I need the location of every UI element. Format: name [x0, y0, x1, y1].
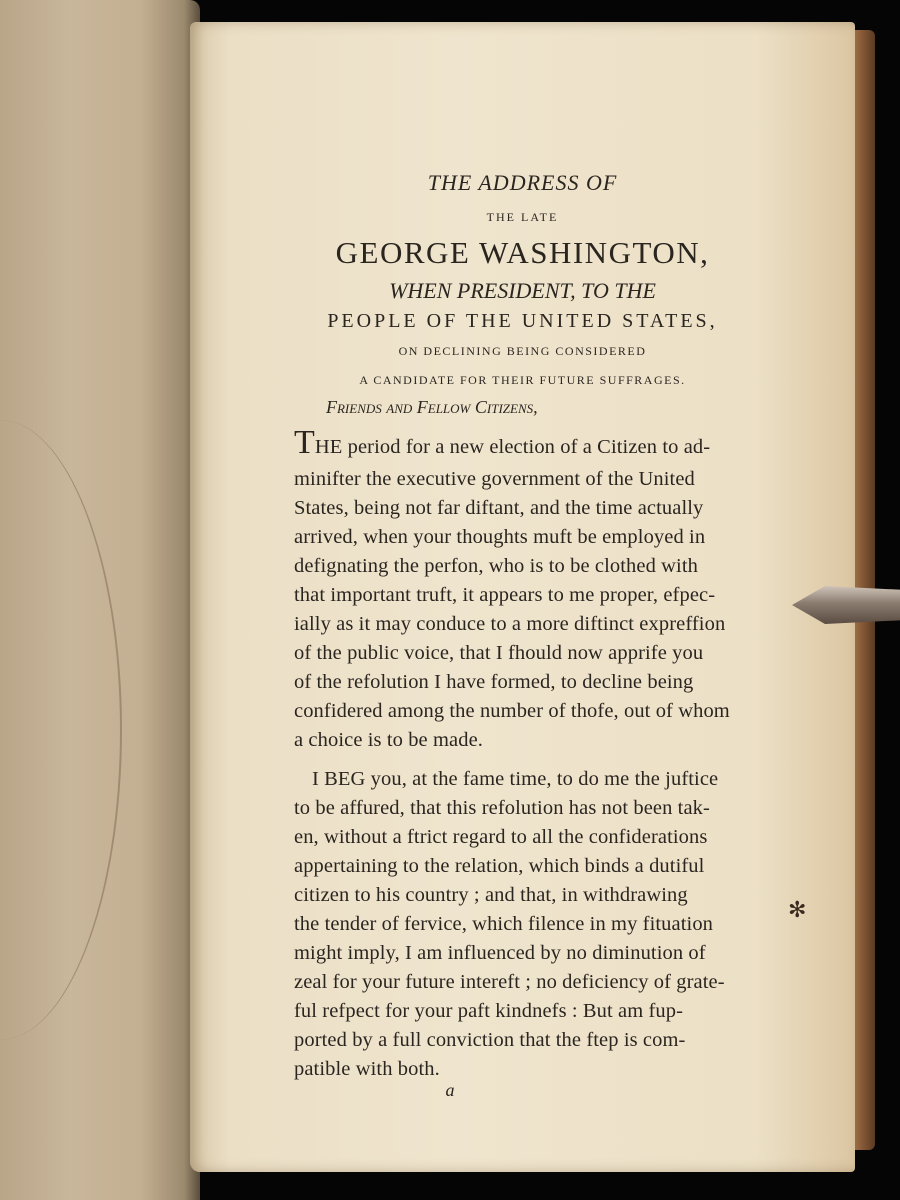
paragraph-1-line: defignating the perfon, who is to be clothed with	[294, 555, 698, 577]
heading-line-5: PEOPLE OF THE UNITED STATES,	[327, 310, 718, 332]
paragraph-1-line: arrived, when your thoughts muft be employed in	[294, 526, 706, 548]
paragraph-1-line: confidered among the number of thofe, out of whom	[294, 700, 730, 722]
paragraph-2-line: en, without a ftrict regard to all the confiderations	[294, 826, 708, 848]
paragraph-1-line: States, being not far diftant, and the time actually	[294, 497, 704, 519]
paragraph-1-line-text: HE period for a new election of a Citizen to ad-	[314, 436, 711, 458]
paragraph-1-line	[294, 426, 710, 460]
paragraph-1-line: of the public voice, that I fhould now apprife you	[294, 642, 704, 664]
book-page	[190, 22, 855, 1172]
paragraph-2-line: the tender of fervice, which filence in my fituation	[294, 913, 714, 935]
paragraph-2-line: I BEG you, at the fame time, to do me the juftice	[312, 768, 719, 790]
heading-title: GEORGE WASHINGTON,	[335, 235, 710, 270]
paragraph-1-line: a choice is to be made.	[294, 729, 484, 751]
heading-line-6: ON DECLINING BEING CONSIDERED	[398, 344, 647, 358]
paragraph-2-line: ported by a full conviction that the ftep is com-	[294, 1029, 686, 1051]
paragraph-1-line: ially as it may conduce to a more diftinct expreffion	[294, 613, 726, 635]
salutation: Friends and Fellow Citizens,	[326, 397, 538, 417]
paragraph-2-line: to be affured, that this refolution has not been tak-	[294, 797, 710, 819]
heading-line-1: THE ADDRESS OF	[427, 170, 618, 195]
heading-line-4: WHEN PRESIDENT, TO THE	[389, 278, 656, 303]
ink-blot-icon: ✻	[788, 897, 807, 922]
facing-page-left	[0, 0, 200, 1200]
drop-cap: T	[294, 424, 315, 461]
paragraph-2-line: appertaining to the relation, which binds a dutiful	[294, 855, 705, 877]
heading-line-7: A CANDIDATE FOR THEIR FUTURE SUFFRAGES.	[359, 373, 686, 387]
paragraph-1-line: that important truft, it appears to me proper, efpec-	[294, 584, 716, 606]
paragraph-2-line: ful refpect for your paft kindnefs : But am fup-	[294, 1000, 684, 1022]
paragraph-2-line: patible with both.	[294, 1058, 440, 1080]
paragraph-2-line: might imply, I am influenced by no diminution of	[294, 942, 706, 964]
signature-mark: a	[445, 1080, 455, 1100]
paragraph-2-line: zeal for your future intereft ; no deficiency of grate-	[294, 971, 725, 993]
paragraph-2-line: citizen to his country ; and that, in withdrawing	[294, 884, 688, 906]
paragraph-1-line: of the refolution I have formed, to decline being	[294, 671, 694, 693]
heading-line-2: THE LATE	[486, 210, 559, 224]
page-crease	[0, 420, 122, 1040]
paragraph-1-line: minifter the executive government of the United	[294, 468, 695, 490]
